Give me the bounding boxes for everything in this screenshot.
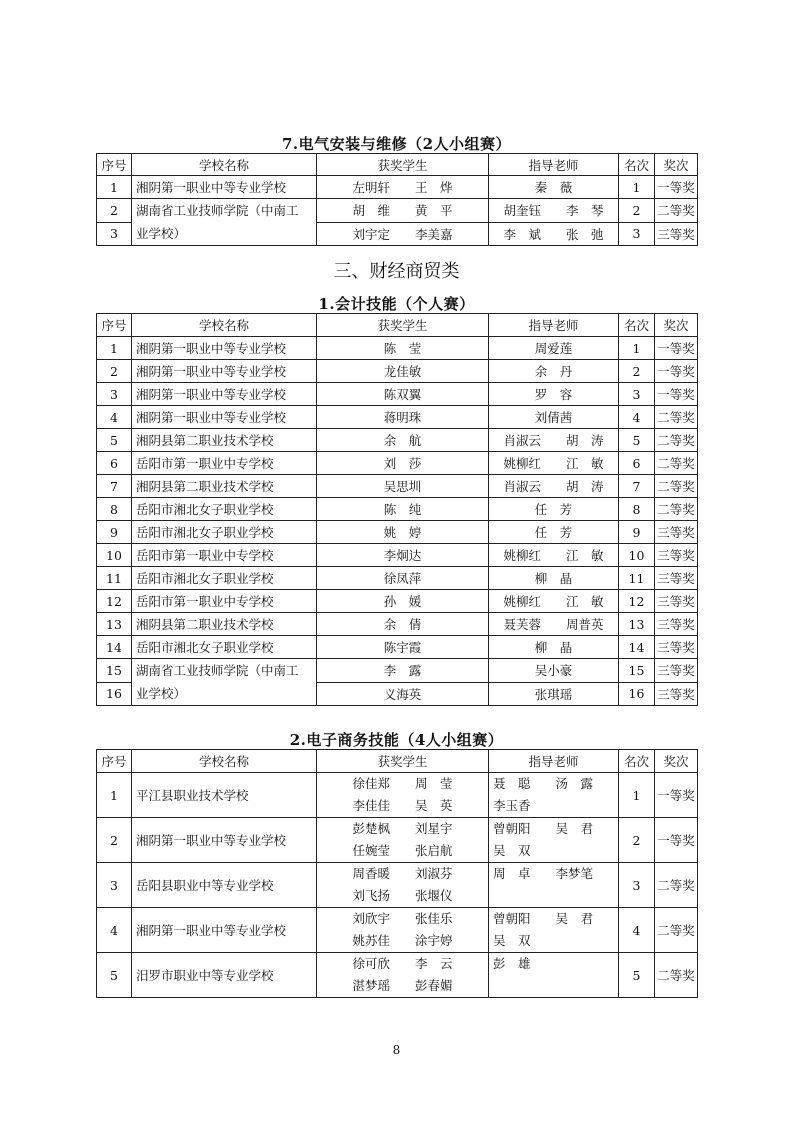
students-cell: 吴思圳 [317, 475, 489, 498]
table-row [97, 383, 698, 406]
students-cell: 陈双翼 [317, 383, 489, 406]
teacher-line: 曾朝阳 吴 君 [493, 911, 594, 926]
student-line: 姚苏佳 涂宇婷 [352, 933, 453, 948]
table-row [97, 590, 698, 613]
seq-cell: 3 [97, 383, 132, 406]
school-cell: 平江县职业技术学校 [132, 773, 317, 818]
seq-cell: 3 [97, 863, 132, 908]
col-seq: 序号 [97, 154, 132, 176]
col-award: 奖次 [655, 750, 698, 773]
seq-cell: 1 [97, 337, 132, 360]
teacher-line [493, 975, 616, 997]
school-line: 湖南省工业技师学院（中南工 [136, 663, 299, 678]
school-cell: 湘阴第一职业中等专业学校 [132, 908, 317, 953]
table-row [97, 429, 698, 452]
award-cell: 三等奖 [655, 613, 698, 636]
rank-cell: 7 [619, 475, 655, 498]
teacher-line: 周 卓 李梦笔 [493, 866, 594, 881]
seq-cell: 1 [97, 176, 132, 199]
teachers-cell: 余 丹 [489, 360, 619, 383]
students-cell: 刘 莎 [317, 452, 489, 475]
teachers-cell: 罗 容 [489, 383, 619, 406]
table-row [97, 908, 698, 953]
teachers-cell: 柳 晶 [489, 636, 619, 659]
col-rank: 名次 [619, 750, 655, 773]
award-cell: 二等奖 [655, 908, 698, 953]
school-cell: 岳阳县职业中等专业学校 [132, 863, 317, 908]
teachers-cell: 胡奎钰 李 琴 [489, 199, 619, 223]
col-school: 学校名称 [132, 314, 317, 337]
col-teachers: 指导老师 [489, 154, 619, 176]
seq-cell: 2 [97, 818, 132, 863]
table-row [97, 452, 698, 475]
student-line: 徐佳郑 周 莹 [352, 776, 453, 791]
rank-cell: 1 [619, 176, 655, 199]
table-row [97, 544, 698, 567]
table-row [97, 406, 698, 429]
seq-cell: 12 [97, 590, 132, 613]
students-cell: 孙 媛 [317, 590, 489, 613]
award-cell: 二等奖 [655, 863, 698, 908]
col-award: 奖次 [655, 314, 698, 337]
col-students: 获奖学生 [317, 750, 489, 773]
award-cell: 三等奖 [655, 521, 698, 544]
table-row [97, 521, 698, 544]
award-cell: 一等奖 [655, 773, 698, 818]
table-header-row [97, 314, 698, 337]
table-row [97, 818, 698, 863]
table-row [97, 636, 698, 659]
teacher-line: 吴 双 [493, 843, 531, 858]
rank-cell: 4 [619, 908, 655, 953]
students-cell: 胡 维 黄 平 [317, 199, 489, 223]
students-cell [317, 863, 489, 908]
seq-cell: 5 [97, 429, 132, 452]
students-cell [317, 818, 489, 863]
seq-cell: 15 [97, 659, 132, 683]
award-cell: 一等奖 [655, 176, 698, 199]
col-school: 学校名称 [132, 154, 317, 176]
students-cell: 姚 婷 [317, 521, 489, 544]
table-row [97, 360, 698, 383]
student-line: 湛梦瑶 彭春媚 [352, 978, 453, 993]
accounting-table [96, 313, 698, 706]
school-cell: 岳阳市湘北女子职业学校 [132, 636, 317, 659]
school-cell: 岳阳市第一职业中专学校 [132, 590, 317, 613]
col-teachers: 指导老师 [489, 750, 619, 773]
student-line: 任婉莹 张启航 [352, 843, 453, 858]
school-cell: 湘阴第一职业中等专业学校 [132, 360, 317, 383]
students-cell [317, 773, 489, 818]
students-cell: 左明轩 王 烨 [317, 176, 489, 199]
col-seq: 序号 [97, 314, 132, 337]
student-line: 徐可欣 李 云 [352, 956, 453, 971]
school-cell: 湘阴县第二职业技术学校 [132, 475, 317, 498]
rank-cell: 8 [619, 498, 655, 521]
award-cell: 一等奖 [655, 383, 698, 406]
school-cell: 湘阴第一职业中等专业学校 [132, 406, 317, 429]
students-cell: 李炯达 [317, 544, 489, 567]
seq-cell: 4 [97, 406, 132, 429]
teachers-cell: 张琪瑶 [489, 682, 619, 706]
rank-cell: 5 [619, 953, 655, 998]
student-line: 李佳佳 吴 英 [352, 798, 453, 813]
students-cell: 余 航 [317, 429, 489, 452]
award-cell: 三等奖 [655, 544, 698, 567]
section-heading: 三、财经商贸类 [333, 261, 460, 282]
rank-cell: 14 [619, 636, 655, 659]
school-cell: 湘阴第一职业中等专业学校 [132, 176, 317, 199]
school-cell: 岳阳市湘北女子职业学校 [132, 498, 317, 521]
teachers-cell [489, 818, 619, 863]
students-cell: 李 露 [317, 659, 489, 683]
students-cell: 陈宇霞 [317, 636, 489, 659]
seq-cell: 7 [97, 475, 132, 498]
rank-cell: 5 [619, 429, 655, 452]
seq-cell: 2 [97, 360, 132, 383]
rank-cell: 3 [619, 383, 655, 406]
award-cell: 三等奖 [655, 567, 698, 590]
school-cell [132, 659, 317, 706]
teachers-cell: 秦 薇 [489, 176, 619, 199]
seq-cell: 3 [97, 222, 132, 246]
teacher-line: 曾朝阳 吴 君 [493, 821, 594, 836]
rank-cell: 1 [619, 337, 655, 360]
seq-cell: 2 [97, 199, 132, 223]
rank-cell: 3 [619, 863, 655, 908]
award-cell: 二等奖 [655, 498, 698, 521]
school-cell: 湘阴第一职业中等专业学校 [132, 337, 317, 360]
table-row [97, 773, 698, 818]
school-cell: 湘阴县第二职业技术学校 [132, 613, 317, 636]
award-cell: 一等奖 [655, 337, 698, 360]
school-cell: 岳阳市湘北女子职业学校 [132, 521, 317, 544]
teachers-cell: 聂芙蓉 周普英 [489, 613, 619, 636]
student-line: 彭楚枫 刘星宇 [352, 821, 453, 836]
students-cell: 刘宇定 李美嘉 [317, 222, 489, 246]
page-number: 8 [392, 1043, 401, 1057]
table-2-title: 2.电子商务技能（4人小组赛） [289, 731, 504, 749]
col-seq: 序号 [97, 750, 132, 773]
school-cell: 湘阴县第二职业技术学校 [132, 429, 317, 452]
award-cell: 三等奖 [655, 222, 698, 246]
col-award: 奖次 [655, 154, 698, 176]
teachers-cell: 周爱莲 [489, 337, 619, 360]
school-cell: 汨罗市职业中等专业学校 [132, 953, 317, 998]
teacher-line: 彭 雄 [493, 956, 531, 971]
seq-cell: 9 [97, 521, 132, 544]
students-cell: 蒋明珠 [317, 406, 489, 429]
table-row [97, 199, 698, 223]
seq-cell: 11 [97, 567, 132, 590]
table-row [97, 567, 698, 590]
school-cell: 湘阴第一职业中等专业学校 [132, 818, 317, 863]
school-cell: 岳阳市第一职业中专学校 [132, 452, 317, 475]
teacher-line [493, 885, 616, 907]
seq-cell: 5 [97, 953, 132, 998]
award-cell: 二等奖 [655, 199, 698, 223]
seq-cell: 6 [97, 452, 132, 475]
teacher-line: 李玉香 [493, 798, 531, 813]
school-line: 业学校） [136, 686, 187, 701]
school-line: 湖南省工业技师学院（中南工 [136, 203, 299, 218]
rank-cell: 2 [619, 199, 655, 223]
table-row [97, 659, 698, 683]
award-cell: 一等奖 [655, 360, 698, 383]
award-cell: 三等奖 [655, 590, 698, 613]
teachers-cell: 姚柳红 江 敏 [489, 590, 619, 613]
award-cell: 二等奖 [655, 406, 698, 429]
award-cell: 二等奖 [655, 429, 698, 452]
school-line: 业学校） [136, 226, 187, 241]
teachers-cell [489, 863, 619, 908]
teacher-line: 吴 双 [493, 933, 531, 948]
school-cell: 岳阳市湘北女子职业学校 [132, 567, 317, 590]
school-cell: 岳阳市第一职业中专学校 [132, 544, 317, 567]
students-cell: 义海英 [317, 682, 489, 706]
col-students: 获奖学生 [317, 314, 489, 337]
table-header-row [97, 154, 698, 176]
table-row [97, 475, 698, 498]
rank-cell: 12 [619, 590, 655, 613]
table-row [97, 863, 698, 908]
students-cell [317, 953, 489, 998]
rank-cell: 2 [619, 360, 655, 383]
rank-cell: 16 [619, 682, 655, 706]
table-row [97, 176, 698, 199]
table-row [97, 953, 698, 998]
electrical-table [96, 153, 698, 246]
rank-cell: 15 [619, 659, 655, 683]
teachers-cell: 姚柳红 江 敏 [489, 452, 619, 475]
seq-cell: 4 [97, 908, 132, 953]
rank-cell: 9 [619, 521, 655, 544]
teachers-cell [489, 773, 619, 818]
rank-cell: 6 [619, 452, 655, 475]
ecommerce-table [96, 749, 698, 998]
teachers-cell [489, 953, 619, 998]
student-line: 刘欣宇 张佳乐 [352, 911, 453, 926]
school-cell [132, 199, 317, 246]
award-cell: 一等奖 [655, 818, 698, 863]
student-line: 刘飞扬 张堰仪 [352, 888, 453, 903]
award-cell: 二等奖 [655, 452, 698, 475]
teachers-cell: 任 芳 [489, 498, 619, 521]
seq-cell: 10 [97, 544, 132, 567]
award-cell: 二等奖 [655, 475, 698, 498]
seq-cell: 13 [97, 613, 132, 636]
teacher-line: 聂 聪 汤 露 [493, 776, 594, 791]
students-cell: 龙佳敏 [317, 360, 489, 383]
rank-cell: 10 [619, 544, 655, 567]
school-cell: 湘阴第一职业中等专业学校 [132, 383, 317, 406]
table-1-title: 1.会计技能（个人赛） [318, 295, 475, 313]
teachers-cell: 肖淑云 胡 涛 [489, 475, 619, 498]
seq-cell: 8 [97, 498, 132, 521]
rank-cell: 4 [619, 406, 655, 429]
rank-cell: 11 [619, 567, 655, 590]
table-row [97, 613, 698, 636]
col-rank: 名次 [619, 154, 655, 176]
award-cell: 三等奖 [655, 659, 698, 683]
award-cell: 二等奖 [655, 953, 698, 998]
table-7-title: 7.电气安装与维修（2人小组赛） [281, 135, 512, 153]
seq-cell: 16 [97, 682, 132, 706]
col-school: 学校名称 [132, 750, 317, 773]
rank-cell: 13 [619, 613, 655, 636]
table-row [97, 498, 698, 521]
col-teachers: 指导老师 [489, 314, 619, 337]
rank-cell: 1 [619, 773, 655, 818]
teachers-cell: 李 斌 张 弛 [489, 222, 619, 246]
col-rank: 名次 [619, 314, 655, 337]
col-students: 获奖学生 [317, 154, 489, 176]
student-line: 周香暖 刘淑芬 [352, 866, 453, 881]
teachers-cell [489, 908, 619, 953]
seq-cell: 1 [97, 773, 132, 818]
students-cell [317, 908, 489, 953]
teachers-cell: 肖淑云 胡 涛 [489, 429, 619, 452]
students-cell: 陈 莹 [317, 337, 489, 360]
students-cell: 陈 纯 [317, 498, 489, 521]
teachers-cell: 柳 晶 [489, 567, 619, 590]
teachers-cell: 姚柳红 江 敏 [489, 544, 619, 567]
rank-cell: 2 [619, 818, 655, 863]
rank-cell: 3 [619, 222, 655, 246]
teachers-cell: 刘倩茜 [489, 406, 619, 429]
teachers-cell: 吴小豪 [489, 659, 619, 683]
students-cell: 徐凤萍 [317, 567, 489, 590]
seq-cell: 14 [97, 636, 132, 659]
award-cell: 三等奖 [655, 636, 698, 659]
teachers-cell: 任 芳 [489, 521, 619, 544]
table-header-row [97, 750, 698, 773]
table-row [97, 337, 698, 360]
students-cell: 余 倩 [317, 613, 489, 636]
award-cell: 三等奖 [655, 682, 698, 706]
